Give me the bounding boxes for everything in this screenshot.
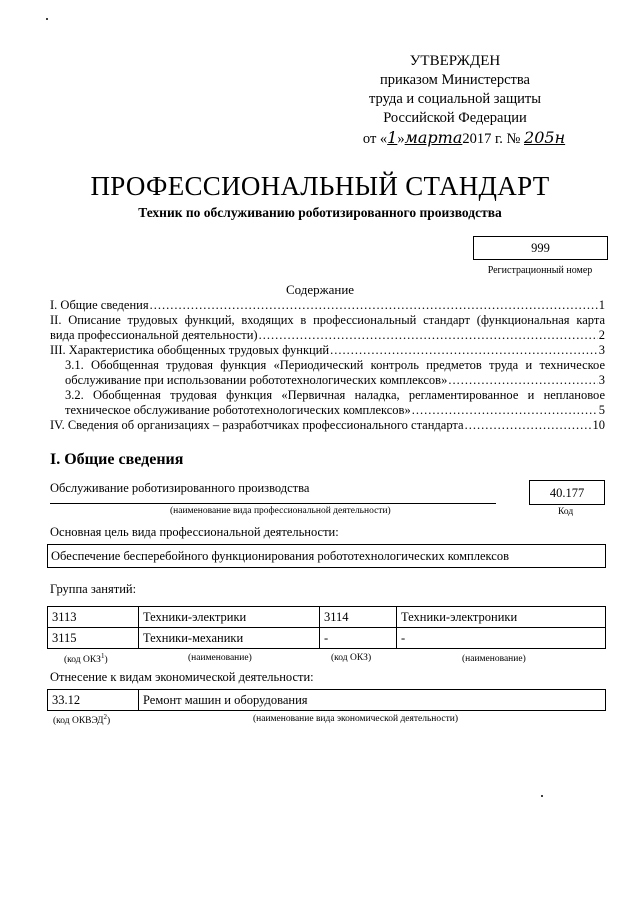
group-caption-code: (код ОКЗ$^1$) xyxy=(64,652,108,666)
approval-line: Российской Федерации xyxy=(383,110,527,126)
approval-block xyxy=(330,52,580,149)
toc-item: обслуживание при использовании робототехнологических комплексов» ..... 3 xyxy=(65,373,605,388)
group-caption-code2: (код ОКЗ) xyxy=(331,653,372,663)
goal-label: Основная цель вида профессиональной деятельности: xyxy=(50,525,339,539)
group-caption-name2: (наименование) xyxy=(462,654,526,664)
page-title: ПРОФЕССИОНАЛЬНЫЙ СТАНДАРТ xyxy=(90,171,550,201)
page-subtitle: Техник по обслуживанию роботизированного производства xyxy=(138,205,502,220)
activity-underline xyxy=(50,503,496,504)
econ-label: Отнесение к видам экономической деятельности: xyxy=(50,670,314,684)
activity-code-caption: Код xyxy=(558,507,574,517)
toc-item-line: II. Описание трудовых функций, входящих в профессиональный стандарт (функциональная карта xyxy=(50,313,605,327)
occupation-group-table xyxy=(47,606,606,649)
activity-caption: (наименование вида профессиональной деятельности) xyxy=(170,506,391,516)
toc-item: I. Общие сведения ..... 1 xyxy=(50,298,605,313)
econ-caption-name: (наименование вида экономической деятельности) xyxy=(253,714,458,724)
approval-title: УТВЕРЖДЕН xyxy=(409,53,501,69)
economic-activity-table xyxy=(47,689,606,711)
scan-speck xyxy=(46,18,48,20)
approval-line: труда и социальной защиты xyxy=(369,91,541,107)
group-caption-name: (наименование) xyxy=(188,653,252,663)
toc-item-line: 3.2. Обобщенная трудовая функция «Первичная наладка, регламентированное и неплановое xyxy=(65,388,605,402)
approval-line: приказом Министерства xyxy=(380,72,530,88)
registration-number-box: 999 xyxy=(473,236,608,260)
order-number-handwritten: 205н xyxy=(524,128,566,147)
toc-item-line: 3.1. Обобщенная трудовая функция «Периодический контроль предметов труда и техническое xyxy=(65,358,605,372)
group-label: Группа занятий: xyxy=(50,582,137,596)
date-mid: » xyxy=(397,131,405,147)
date-year: 2017 г. № xyxy=(462,131,521,147)
approval-date-line xyxy=(330,128,580,149)
activity-name: Обслуживание роботизированного производства xyxy=(50,481,310,495)
table-row: 33.12 Ремонт машин и оборудования xyxy=(48,690,606,711)
econ-caption-code: (код ОКВЭД$^2$) xyxy=(53,713,111,727)
table-row: 3113 Техники-электрики 3114 Техники-электроники xyxy=(48,607,606,628)
table-of-contents xyxy=(50,298,605,433)
toc-item: вида профессиональной деятельности) ..... 2 xyxy=(50,328,605,343)
section-title: I. Общие сведения xyxy=(50,451,184,468)
date-prefix: от « xyxy=(362,131,388,147)
scan-speck xyxy=(541,795,543,797)
toc-item: III. Характеристика обобщенных трудовых функций ..... 3 xyxy=(50,343,605,358)
toc-item: IV. Сведения об организациях – разработчиках профессионального стандарта ..... 10 xyxy=(50,418,605,433)
goal-text-box: Обеспечение бесперебойного функционирования робототехнологических комплексов xyxy=(47,544,606,568)
toc-item: техническое обслуживание робототехнологических комплексов» ..... 5 xyxy=(65,403,605,418)
date-month-handwritten: марта xyxy=(404,128,463,147)
activity-code-box: 40.177 xyxy=(529,480,605,505)
registration-number-label: Регистрационный номер xyxy=(487,265,593,276)
table-row: 3115 Техники-механики - - xyxy=(48,628,606,649)
date-day-handwritten: 1 xyxy=(387,128,398,147)
toc-heading: Содержание xyxy=(285,282,355,297)
